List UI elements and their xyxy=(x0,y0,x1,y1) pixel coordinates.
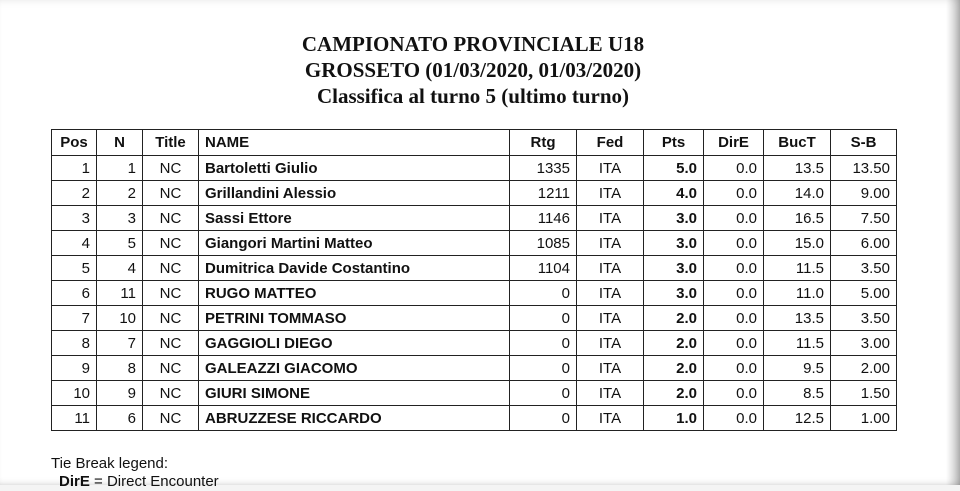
document-header xyxy=(0,31,946,109)
cell-fed: ITA xyxy=(577,281,644,306)
cell-sb: 9.00 xyxy=(831,181,897,206)
cell-pts: 5.0 xyxy=(644,156,704,181)
cell-title: NC xyxy=(143,231,199,256)
cell-rtg: 1146 xyxy=(510,206,577,231)
cell-title: NC xyxy=(143,381,199,406)
cell-buct: 14.0 xyxy=(764,181,831,206)
cell-fed: ITA xyxy=(577,381,644,406)
cell-name: ABRUZZESE RICCARDO xyxy=(199,406,510,431)
cell-dire: 0.0 xyxy=(704,331,764,356)
cell-title: NC xyxy=(143,256,199,281)
cell-dire: 0.0 xyxy=(704,356,764,381)
cell-sb: 1.00 xyxy=(831,406,897,431)
cell-sb: 3.00 xyxy=(831,331,897,356)
cell-sb: 3.50 xyxy=(831,306,897,331)
cell-rtg: 0 xyxy=(510,281,577,306)
table-header-row xyxy=(52,130,897,156)
header-n: N xyxy=(97,130,143,156)
legend-desc: Direct Encounter xyxy=(106,473,219,490)
cell-n: 7 xyxy=(97,331,143,356)
cell-pos: 2 xyxy=(52,181,97,206)
cell-name: Giangori Martini Matteo xyxy=(199,231,510,256)
cell-n: 2 xyxy=(97,181,143,206)
cell-pts: 3.0 xyxy=(644,281,704,306)
cell-pos: 11 xyxy=(52,406,97,431)
cell-dire: 0.0 xyxy=(704,206,764,231)
header-sb: S-B xyxy=(831,130,897,156)
header-pts: Pts xyxy=(644,130,704,156)
cell-name: GIURI SIMONE xyxy=(199,381,510,406)
cell-sb: 13.50 xyxy=(831,156,897,181)
standings-table xyxy=(51,129,897,431)
cell-sb: 6.00 xyxy=(831,231,897,256)
cell-title: NC xyxy=(143,156,199,181)
cell-n: 4 xyxy=(97,256,143,281)
cell-sb: 2.00 xyxy=(831,356,897,381)
table-row xyxy=(52,256,897,281)
cell-title: NC xyxy=(143,331,199,356)
cell-pos: 4 xyxy=(52,231,97,256)
table-row xyxy=(52,281,897,306)
cell-name: PETRINI TOMMASO xyxy=(199,306,510,331)
header-pos: Pos xyxy=(52,130,97,156)
cell-pts: 2.0 xyxy=(644,381,704,406)
cell-pos: 5 xyxy=(52,256,97,281)
table-row xyxy=(52,306,897,331)
table-body xyxy=(52,156,897,431)
cell-pos: 7 xyxy=(52,306,97,331)
cell-fed: ITA xyxy=(577,181,644,206)
cell-buct: 15.0 xyxy=(764,231,831,256)
cell-title: NC xyxy=(143,406,199,431)
header-dire: DirE xyxy=(704,130,764,156)
cell-pts: 2.0 xyxy=(644,331,704,356)
cell-sb: 1.50 xyxy=(831,381,897,406)
cell-n: 10 xyxy=(97,306,143,331)
tie-break-legend xyxy=(51,455,219,491)
cell-fed: ITA xyxy=(577,231,644,256)
header-name: NAME xyxy=(199,130,510,156)
cell-fed: ITA xyxy=(577,206,644,231)
cell-dire: 0.0 xyxy=(704,306,764,331)
cell-dire: 0.0 xyxy=(704,281,764,306)
table-row xyxy=(52,206,897,231)
cell-pts: 3.0 xyxy=(644,206,704,231)
cell-fed: ITA xyxy=(577,156,644,181)
cell-dire: 0.0 xyxy=(704,231,764,256)
cell-pts: 3.0 xyxy=(644,231,704,256)
cell-dire: 0.0 xyxy=(704,256,764,281)
cell-rtg: 1335 xyxy=(510,156,577,181)
cell-n: 8 xyxy=(97,356,143,381)
header-rtg: Rtg xyxy=(510,130,577,156)
cell-rtg: 0 xyxy=(510,306,577,331)
cell-dire: 0.0 xyxy=(704,381,764,406)
header-buct: BucT xyxy=(764,130,831,156)
cell-rtg: 1085 xyxy=(510,231,577,256)
legend-title: Tie Break legend: xyxy=(51,455,169,472)
cell-name: GAGGIOLI DIEGO xyxy=(199,331,510,356)
cell-pts: 3.0 xyxy=(644,256,704,281)
cell-name: Bartoletti Giulio xyxy=(199,156,510,181)
cell-name: Sassi Ettore xyxy=(199,206,510,231)
cell-rtg: 0 xyxy=(510,406,577,431)
cell-name: Grillandini Alessio xyxy=(199,181,510,206)
cell-name: GALEAZZI GIACOMO xyxy=(199,356,510,381)
cell-fed: ITA xyxy=(577,331,644,356)
cell-dire: 0.0 xyxy=(704,156,764,181)
table-row xyxy=(52,356,897,381)
cell-rtg: 1211 xyxy=(510,181,577,206)
tournament-location-dates: GROSSETO (01/03/2020, 01/03/2020) xyxy=(304,58,642,82)
cell-dire: 0.0 xyxy=(704,181,764,206)
table-row xyxy=(52,331,897,356)
cell-pos: 9 xyxy=(52,356,97,381)
cell-sb: 3.50 xyxy=(831,256,897,281)
cell-title: NC xyxy=(143,281,199,306)
cell-sb: 7.50 xyxy=(831,206,897,231)
cell-rtg: 1104 xyxy=(510,256,577,281)
standings-subtitle: Classifica al turno 5 (ultimo turno) xyxy=(316,84,630,108)
header-fed: Fed xyxy=(577,130,644,156)
cell-buct: 9.5 xyxy=(764,356,831,381)
cell-buct: 13.5 xyxy=(764,306,831,331)
cell-pos: 6 xyxy=(52,281,97,306)
cell-pos: 10 xyxy=(52,381,97,406)
cell-pts: 2.0 xyxy=(644,356,704,381)
legend-entry xyxy=(51,473,219,491)
cell-pos: 1 xyxy=(52,156,97,181)
header-title: Title xyxy=(143,130,199,156)
cell-fed: ITA xyxy=(577,356,644,381)
cell-dire: 0.0 xyxy=(704,406,764,431)
cell-n: 1 xyxy=(97,156,143,181)
cell-pos: 8 xyxy=(52,331,97,356)
cell-title: NC xyxy=(143,206,199,231)
cell-n: 3 xyxy=(97,206,143,231)
cell-rtg: 0 xyxy=(510,331,577,356)
legend-eq: = xyxy=(94,473,103,490)
table-row xyxy=(52,381,897,406)
cell-fed: ITA xyxy=(577,406,644,431)
cell-pts: 1.0 xyxy=(644,406,704,431)
cell-fed: ITA xyxy=(577,306,644,331)
cell-pts: 2.0 xyxy=(644,306,704,331)
cell-buct: 13.5 xyxy=(764,156,831,181)
cell-name: RUGO MATTEO xyxy=(199,281,510,306)
cell-pos: 3 xyxy=(52,206,97,231)
cell-buct: 11.0 xyxy=(764,281,831,306)
table-row xyxy=(52,181,897,206)
cell-buct: 12.5 xyxy=(764,406,831,431)
cell-n: 9 xyxy=(97,381,143,406)
table-row xyxy=(52,156,897,181)
cell-buct: 16.5 xyxy=(764,206,831,231)
cell-title: NC xyxy=(143,306,199,331)
cell-buct: 8.5 xyxy=(764,381,831,406)
cell-title: NC xyxy=(143,356,199,381)
cell-pts: 4.0 xyxy=(644,181,704,206)
cell-n: 5 xyxy=(97,231,143,256)
cell-name: Dumitrica Davide Costantino xyxy=(199,256,510,281)
cell-fed: ITA xyxy=(577,256,644,281)
tournament-title: CAMPIONATO PROVINCIALE U18 xyxy=(301,32,645,56)
cell-rtg: 0 xyxy=(510,381,577,406)
legend-abbr: DirE xyxy=(59,473,90,490)
cell-buct: 11.5 xyxy=(764,256,831,281)
cell-rtg: 0 xyxy=(510,356,577,381)
table-row xyxy=(52,406,897,431)
cell-buct: 11.5 xyxy=(764,331,831,356)
cell-n: 11 xyxy=(97,281,143,306)
cell-n: 6 xyxy=(97,406,143,431)
page-edge-shadow xyxy=(946,0,960,485)
cell-sb: 5.00 xyxy=(831,281,897,306)
cell-title: NC xyxy=(143,181,199,206)
table-row xyxy=(52,231,897,256)
